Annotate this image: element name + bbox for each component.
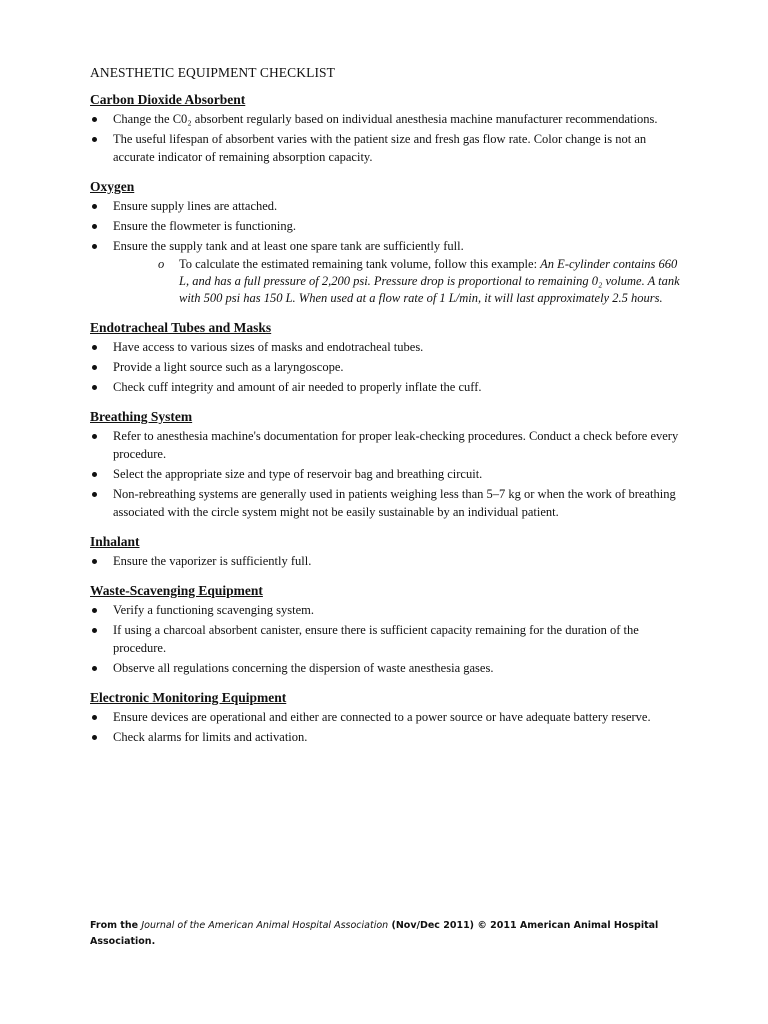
list-item [90, 621, 690, 657]
list-item-text: Have access to various sizes of masks and endotracheal tubes. [113, 340, 424, 354]
list-item-text: Check cuff integrity and amount of air needed to properly inflate the cuff. [113, 380, 482, 394]
section-heading: Inhalant [90, 534, 140, 549]
list-item-text: Ensure the flowmeter is functioning. [113, 219, 296, 233]
section-electronic-monitoring-equipment [90, 689, 690, 746]
bullet-icon [92, 204, 97, 209]
footer-suffix: (Nov/Dec 2011) © 2011 American Animal Hospital Association. [90, 920, 659, 947]
bullet-icon [92, 244, 97, 249]
bullet-icon [92, 434, 97, 439]
list-item-text: Observe all regulations concerning the dispersion of waste anesthesia gases. [113, 661, 494, 675]
bullet-list [90, 427, 690, 521]
bullet-icon [92, 117, 97, 122]
list-item [90, 110, 690, 128]
footer-prefix: From the [90, 920, 142, 931]
bullet-icon [92, 137, 97, 142]
bullet-list [90, 197, 690, 307]
bullet-icon [92, 666, 97, 671]
section-carbon-dioxide-absorbent [90, 91, 690, 166]
list-item [90, 601, 690, 619]
list-item-text: The useful lifespan of absorbent varies with the patient size and fresh gas flow rate. Color change is not an accurate indicator of remaining absorption capacity. [113, 132, 647, 164]
list-item-text: Verify a functioning scavenging system. [113, 603, 314, 617]
bullet-icon [92, 365, 97, 370]
list-item [90, 465, 690, 483]
bullet-list [90, 110, 690, 166]
sub-item-example-text: An E-cylinder contains 660 L, and has a full pressure of 2,200 psi. Pressure drop is proportional to remaining 0₂ volume. A tank with 500 psi has 150 L. When used at a flow rate of 1 L/min, it will last approximately 2.5 hours. [179, 257, 680, 305]
list-item-text: Ensure supply lines are attached. [113, 199, 278, 213]
bullet-icon [92, 608, 97, 613]
list-item-text: If using a charcoal absorbent canister, ensure there is sufficient capacity remaining for the duration of the procedure. [113, 623, 639, 655]
bullet-icon [92, 715, 97, 720]
sub-list-item [113, 256, 690, 307]
list-item-text: Check alarms for limits and activation. [113, 730, 308, 744]
list-item [90, 728, 690, 746]
section-heading: Electronic Monitoring Equipment [90, 690, 287, 705]
bullet-icon [92, 472, 97, 477]
section-oxygen [90, 178, 690, 307]
list-item [90, 358, 690, 376]
list-item [90, 197, 690, 215]
document-title: ANESTHETIC EQUIPMENT CHECKLIST [90, 65, 335, 80]
bullet-icon [92, 385, 97, 390]
section-endotracheal-tubes-and-masks [90, 319, 690, 396]
section-waste-scavenging-equipment [90, 582, 690, 677]
source-citation-footer [90, 918, 670, 950]
list-item [90, 378, 690, 396]
section-heading: Endotracheal Tubes and Masks [90, 320, 272, 335]
sub-item-lead-text: To calculate the estimated remaining tank volume, follow this example: [179, 257, 541, 271]
list-item [90, 485, 690, 521]
bullet-icon [92, 735, 97, 740]
sub-list [113, 256, 690, 307]
document-page [90, 64, 690, 758]
section-heading: Carbon Dioxide Absorbent [90, 92, 246, 107]
list-item-text: Refer to anesthesia machine's documentation for proper leak-checking procedures. Conduct a check before every procedure. [113, 429, 679, 461]
bullet-list [90, 338, 690, 396]
list-item [90, 338, 690, 356]
bullet-list [90, 552, 690, 570]
section-inhalant [90, 533, 690, 570]
section-heading: Oxygen [90, 179, 135, 194]
footer-journal-name: Journal of the American Animal Hospital Association [141, 920, 389, 931]
bullet-icon [92, 628, 97, 633]
list-item [90, 552, 690, 570]
circle-bullet-icon: o [158, 257, 165, 271]
bullet-icon [92, 492, 97, 497]
section-breathing-system [90, 408, 690, 521]
bullet-list [90, 601, 690, 677]
list-item-text: Select the appropriate size and type of reservoir bag and breathing circuit. [113, 467, 483, 481]
list-item-text: Change the C0₂ absorbent regularly based on individual anesthesia machine manufacturer recommendations. [113, 112, 658, 126]
bullet-icon [92, 559, 97, 564]
section-heading: Waste-Scavenging Equipment [90, 583, 263, 598]
list-item [90, 217, 690, 235]
list-item [90, 427, 690, 463]
bullet-list [90, 708, 690, 746]
list-item-text: Ensure devices are operational and either are connected to a power source or have adequate battery reserve. [113, 710, 651, 724]
bullet-icon [92, 345, 97, 350]
list-item [90, 659, 690, 677]
bullet-icon [92, 224, 97, 229]
list-item [90, 130, 690, 166]
list-item-text: Non-rebreathing systems are generally used in patients weighing less than 5–7 kg or when the work of breathing associated with the circle system might not be easily sustainable by an individual patient. [113, 487, 676, 519]
list-item [90, 237, 690, 307]
section-heading: Breathing System [90, 409, 193, 424]
list-item [90, 708, 690, 726]
list-item-text: Ensure the supply tank and at least one spare tank are sufficiently full. [113, 239, 464, 253]
list-item-text: Provide a light source such as a laryngoscope. [113, 360, 344, 374]
list-item-text: Ensure the vaporizer is sufficiently full. [113, 554, 312, 568]
